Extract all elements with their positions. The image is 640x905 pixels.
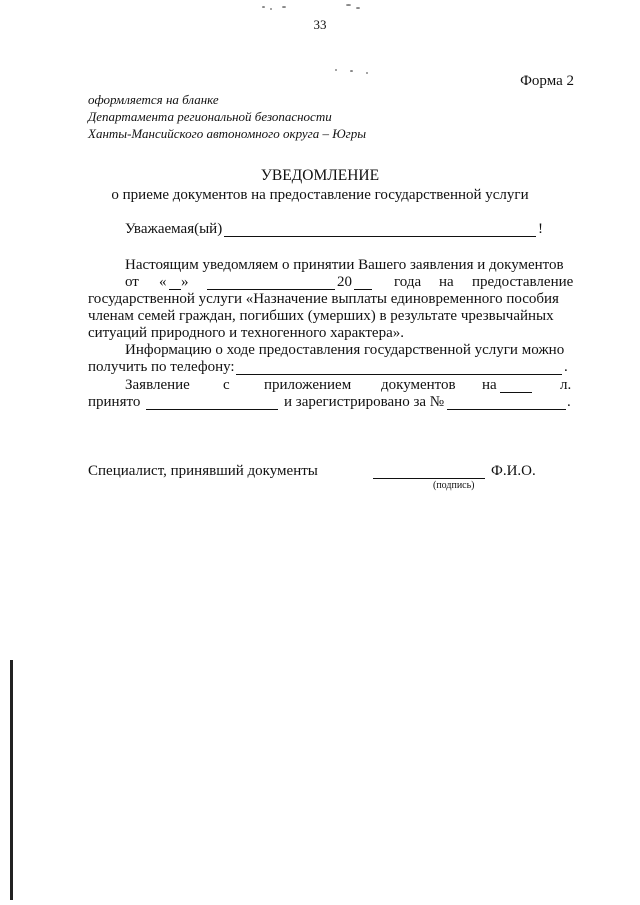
- letterhead-line: Департамента региональной безопасности: [88, 109, 332, 124]
- accepted-label: принято: [88, 394, 141, 410]
- body-word: предоставление: [472, 274, 574, 290]
- body-word: с: [223, 377, 230, 393]
- pages-count-field[interactable]: [500, 392, 532, 393]
- body-word: л.: [560, 377, 572, 393]
- scan-speck: [346, 4, 351, 6]
- phone-field[interactable]: [236, 374, 562, 375]
- body-word: на: [439, 274, 454, 290]
- phone-label: получить по телефону:: [88, 359, 235, 375]
- scan-speck: [262, 6, 265, 8]
- letterhead-line: оформляется на бланке: [88, 92, 219, 107]
- body-line: ситуаций природного и техногенного характера».: [88, 325, 404, 341]
- body-word: на: [482, 377, 497, 393]
- form-label: Форма 2: [520, 73, 574, 89]
- registration-end: .: [567, 394, 571, 410]
- body-line: Информацию о ходе предоставления государственной услуги можно: [125, 342, 565, 358]
- body-word: документов: [381, 377, 456, 393]
- document-subtitle: о приеме документов на предоставление государственной услуги: [111, 187, 529, 203]
- letterhead-line: Ханты-Мансийского автономного округа – Югры: [88, 126, 367, 141]
- letterhead-note: [88, 91, 366, 142]
- phone-end: .: [564, 359, 568, 375]
- body-word: от: [125, 274, 139, 290]
- date-day-field[interactable]: [169, 289, 181, 290]
- body-word: Заявление: [125, 377, 190, 393]
- scan-speck: [366, 72, 368, 74]
- quote-close: »: [181, 274, 189, 290]
- date-month-field[interactable]: [207, 289, 335, 290]
- body-line: Настоящим уведомляем о принятии Вашего заявления и документов: [125, 257, 564, 273]
- signature-fio: Ф.И.О.: [491, 463, 536, 479]
- scan-speck: [282, 6, 286, 8]
- registered-label: и зарегистрировано за №: [284, 394, 445, 410]
- page-number: 33: [313, 17, 327, 32]
- accepted-date-field[interactable]: [146, 409, 278, 410]
- body-line: членам семей граждан, погибших (умерших) в результате чрезвычайных: [88, 308, 554, 324]
- body-line: государственной услуги «Назначение выплаты единовременного пособия: [88, 291, 559, 307]
- scan-speck: [350, 70, 353, 72]
- scan-speck: [335, 69, 337, 71]
- signature-label: Специалист, принявший документы: [88, 463, 318, 479]
- scan-speck: [270, 8, 272, 10]
- quote-open: «: [159, 274, 167, 290]
- scan-speck: [356, 7, 360, 9]
- signature-caption: (подпись): [433, 480, 475, 491]
- signature-field[interactable]: [373, 478, 485, 479]
- scan-edge-line: [10, 660, 13, 900]
- greeting-label: Уважаемая(ый): [125, 221, 223, 237]
- recipient-name-field[interactable]: [224, 236, 536, 237]
- date-year-field[interactable]: [354, 289, 372, 290]
- registration-number-field[interactable]: [447, 409, 566, 410]
- body-word: приложением: [264, 377, 352, 393]
- body-word: года: [394, 274, 422, 290]
- year-prefix: 20: [337, 274, 352, 290]
- greeting-exclamation: !: [538, 221, 543, 237]
- document-title: УВЕДОМЛЕНИЕ: [260, 167, 380, 184]
